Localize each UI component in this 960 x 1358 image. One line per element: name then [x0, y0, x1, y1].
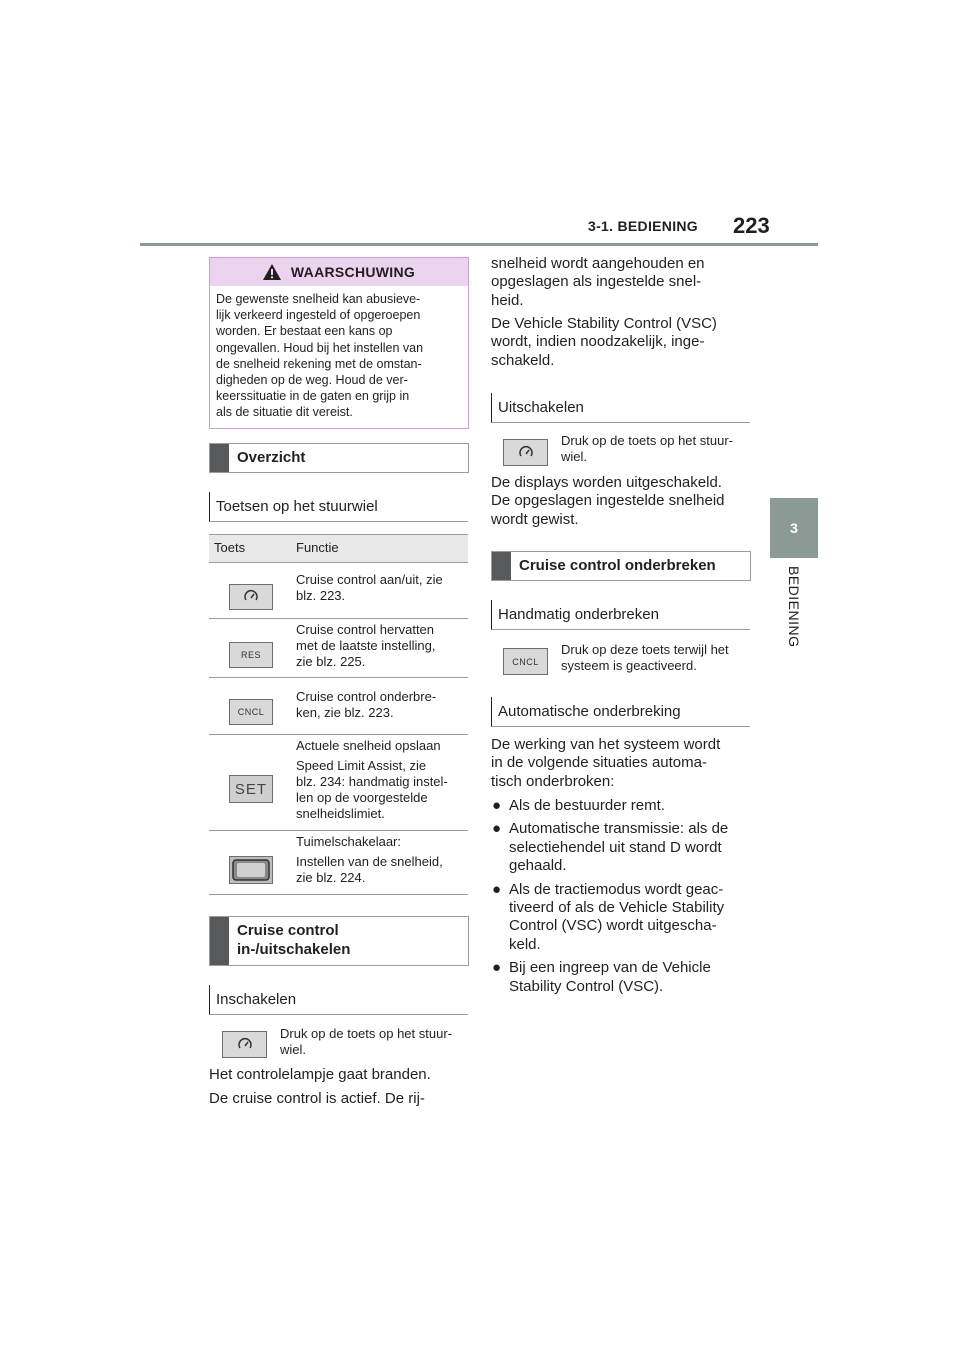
- table-header: [209, 534, 468, 563]
- switch-off-subheading: Uitschakelen: [491, 393, 750, 423]
- warning-line: ongevallen. Houd bij het instellen van: [216, 340, 424, 355]
- text-line: Als de bestuurder remt.: [509, 797, 665, 814]
- text-line: keld.: [509, 935, 541, 953]
- text-line: Als de tractiemodus wordt geac-: [509, 880, 724, 898]
- row-divider: [209, 618, 468, 619]
- chapter-label: 3-1. BEDIENING: [588, 218, 698, 234]
- cruise-control-key: [503, 439, 548, 466]
- overview-heading-text: Overzicht: [237, 449, 306, 466]
- row-divider: [209, 894, 468, 895]
- after-switch-off-text: [491, 474, 753, 529]
- bullet-icon: ●: [492, 880, 502, 898]
- warning-line: lijk verkeerd ingesteld of opgeroepen: [216, 308, 421, 323]
- rocker-switch-key: [229, 856, 273, 884]
- warning-line: De gewenste snelheid kan abusieve-: [216, 292, 421, 306]
- auto-interrupt-list: [492, 797, 754, 996]
- switch-on-off-heading-text: [229, 917, 358, 965]
- text-line: De Vehicle Stability Control (VSC): [491, 315, 717, 332]
- row-function-text: [296, 738, 466, 822]
- overview-heading: [209, 443, 469, 473]
- warning-text: [210, 286, 468, 421]
- switch-on-step: [280, 1026, 470, 1058]
- chapter-side-label: BEDIENING: [786, 566, 802, 648]
- row-divider: [209, 677, 468, 678]
- text-line: snelheidslimiet.: [296, 806, 385, 821]
- bullet-icon: ●: [492, 820, 502, 838]
- text-line: Cruise control onderbre-: [296, 689, 437, 704]
- header-rule: [140, 243, 818, 246]
- cruise-control-icon: [243, 589, 259, 605]
- cncl-key-label: CNCL: [512, 656, 539, 667]
- text-line: Actuele snelheid opslaan: [296, 738, 441, 753]
- text-line: opgeslagen als ingestelde snel-: [491, 273, 702, 291]
- speed-hold-text: [491, 255, 753, 310]
- text-line: zie blz. 225.: [296, 654, 366, 669]
- text-line: wiel.: [561, 449, 588, 464]
- text-line: blz. 234: handmatig instel-: [296, 774, 448, 789]
- steering-keys-subheading: Toetsen op het stuurwiel: [209, 492, 468, 522]
- text-line: Het controlelampje gaat branden.: [209, 1066, 431, 1083]
- row-function-text: [296, 572, 466, 604]
- row-function-text: [296, 689, 466, 721]
- page-number: 223: [733, 213, 770, 238]
- text-line: met de laatste instelling,: [296, 638, 436, 653]
- text-line: wiel.: [280, 1042, 307, 1057]
- row-function-text: [296, 622, 466, 670]
- text-line: in-/uitschakelen: [237, 941, 351, 958]
- text-line: wordt gewist.: [491, 510, 579, 528]
- text-line: tiveerd of als de Vehicle Stability: [509, 899, 725, 917]
- list-item: [492, 881, 754, 955]
- list-item: [492, 820, 754, 875]
- res-key-label: RES: [240, 650, 261, 660]
- text-line: tisch onderbroken:: [491, 772, 615, 790]
- cncl-key-label: CNCL: [237, 707, 265, 717]
- manual-interrupt-subheading: Handmatig onderbreken: [491, 600, 750, 630]
- text-line: Automatische transmissie: als de: [509, 820, 729, 838]
- cncl-key: [229, 699, 273, 725]
- res-key: [229, 642, 273, 668]
- warning-line: keerssituatie in de gaten en grijp in: [216, 389, 410, 404]
- auto-interrupt-intro: [491, 736, 753, 791]
- switch-on-off-heading: [209, 916, 469, 966]
- interrupt-heading: [491, 551, 751, 581]
- warning-header: [210, 258, 468, 286]
- text-line: ken, zie blz. 223.: [296, 705, 394, 720]
- text-line: De werking van het systeem wordt: [491, 736, 721, 753]
- auto-interrupt-subheading: Automatische onderbreking: [491, 697, 750, 727]
- text-line: Stability Control (VSC).: [509, 977, 664, 995]
- interrupt-heading-text: Cruise control onderbreken: [519, 557, 716, 574]
- text-line: Bij een ingreep van de Vehicle: [509, 959, 711, 977]
- heading-bar: [210, 444, 229, 472]
- cruise-control-key: [229, 584, 273, 610]
- heading-bar: [492, 552, 511, 580]
- manual-interrupt-step: [561, 642, 756, 674]
- chapter-tab: 3: [770, 498, 818, 558]
- col-key-header: Toets: [214, 540, 246, 555]
- text-line: heid.: [491, 291, 524, 309]
- text-line: in de volgende situaties automa-: [491, 754, 707, 772]
- bullet-icon: ●: [492, 797, 502, 814]
- text-line: Control (VSC) wordt uitgescha-: [509, 917, 717, 935]
- text-line: len op de voorgestelde: [296, 790, 428, 805]
- text-line: Cruise control: [237, 922, 339, 939]
- text-line: Instellen van de snelheid,: [296, 854, 443, 869]
- warning-line: worden. Er bestaat een kans op: [216, 324, 393, 339]
- list-item: [492, 959, 754, 996]
- warning-triangle-icon: [263, 264, 281, 280]
- cruise-control-key: [222, 1031, 267, 1058]
- text-line: De displays worden uitgeschakeld.: [491, 474, 722, 491]
- after-switch-on-text: [209, 1066, 469, 1109]
- text-line: De cruise control is actief. De rij-: [209, 1090, 425, 1108]
- text-line: gehaald.: [509, 857, 567, 875]
- text-line: Cruise control hervatten: [296, 622, 435, 637]
- cruise-control-icon: [237, 1037, 253, 1053]
- text-line: blz. 223.: [296, 588, 346, 603]
- col-function-header: Functie: [296, 540, 339, 555]
- text-line: Speed Limit Assist, zie: [296, 758, 427, 773]
- text-line: systeem is geactiveerd.: [561, 658, 697, 673]
- switch-on-subheading: Inschakelen: [209, 985, 468, 1015]
- text-line: snelheid wordt aangehouden en: [491, 255, 705, 272]
- text-line: Cruise control aan/uit, zie: [296, 572, 443, 587]
- set-key: [229, 775, 273, 803]
- cruise-control-icon: [518, 445, 534, 461]
- set-key-label: SET: [234, 780, 268, 798]
- row-divider: [209, 830, 468, 831]
- warning-line: als de situatie dit vereist.: [216, 405, 353, 420]
- cncl-key: [503, 648, 548, 675]
- list-item: [492, 797, 754, 815]
- bullet-icon: ●: [492, 959, 502, 977]
- warning-line: digheden op de weg. Houd de ver-: [216, 373, 408, 388]
- row-divider: [209, 734, 468, 735]
- row-function-text: [296, 834, 466, 886]
- heading-bar: [210, 917, 229, 965]
- text-line: wordt, indien noodzakelijk, inge-: [491, 333, 705, 351]
- warning-line: de snelheid rekening met de omstan-: [216, 356, 422, 371]
- text-line: Tuimelschakelaar:: [296, 834, 402, 849]
- text-line: De opgeslagen ingestelde snelheid: [491, 492, 725, 510]
- warning-box: [209, 257, 469, 429]
- text-line: schakeld.: [491, 351, 555, 369]
- text-line: Druk op de toets op het stuur-: [561, 433, 733, 448]
- text-line: Druk op deze toets terwijl het: [561, 642, 729, 657]
- text-line: zie blz. 224.: [296, 870, 366, 885]
- text-line: Druk op de toets op het stuur-: [280, 1026, 452, 1041]
- text-line: selectiehendel uit stand D wordt: [509, 838, 722, 856]
- rocker-switch-icon: [232, 859, 270, 881]
- warning-title: WAARSCHUWING: [290, 264, 416, 280]
- switch-off-step: [561, 433, 756, 465]
- vsc-text: [491, 315, 753, 370]
